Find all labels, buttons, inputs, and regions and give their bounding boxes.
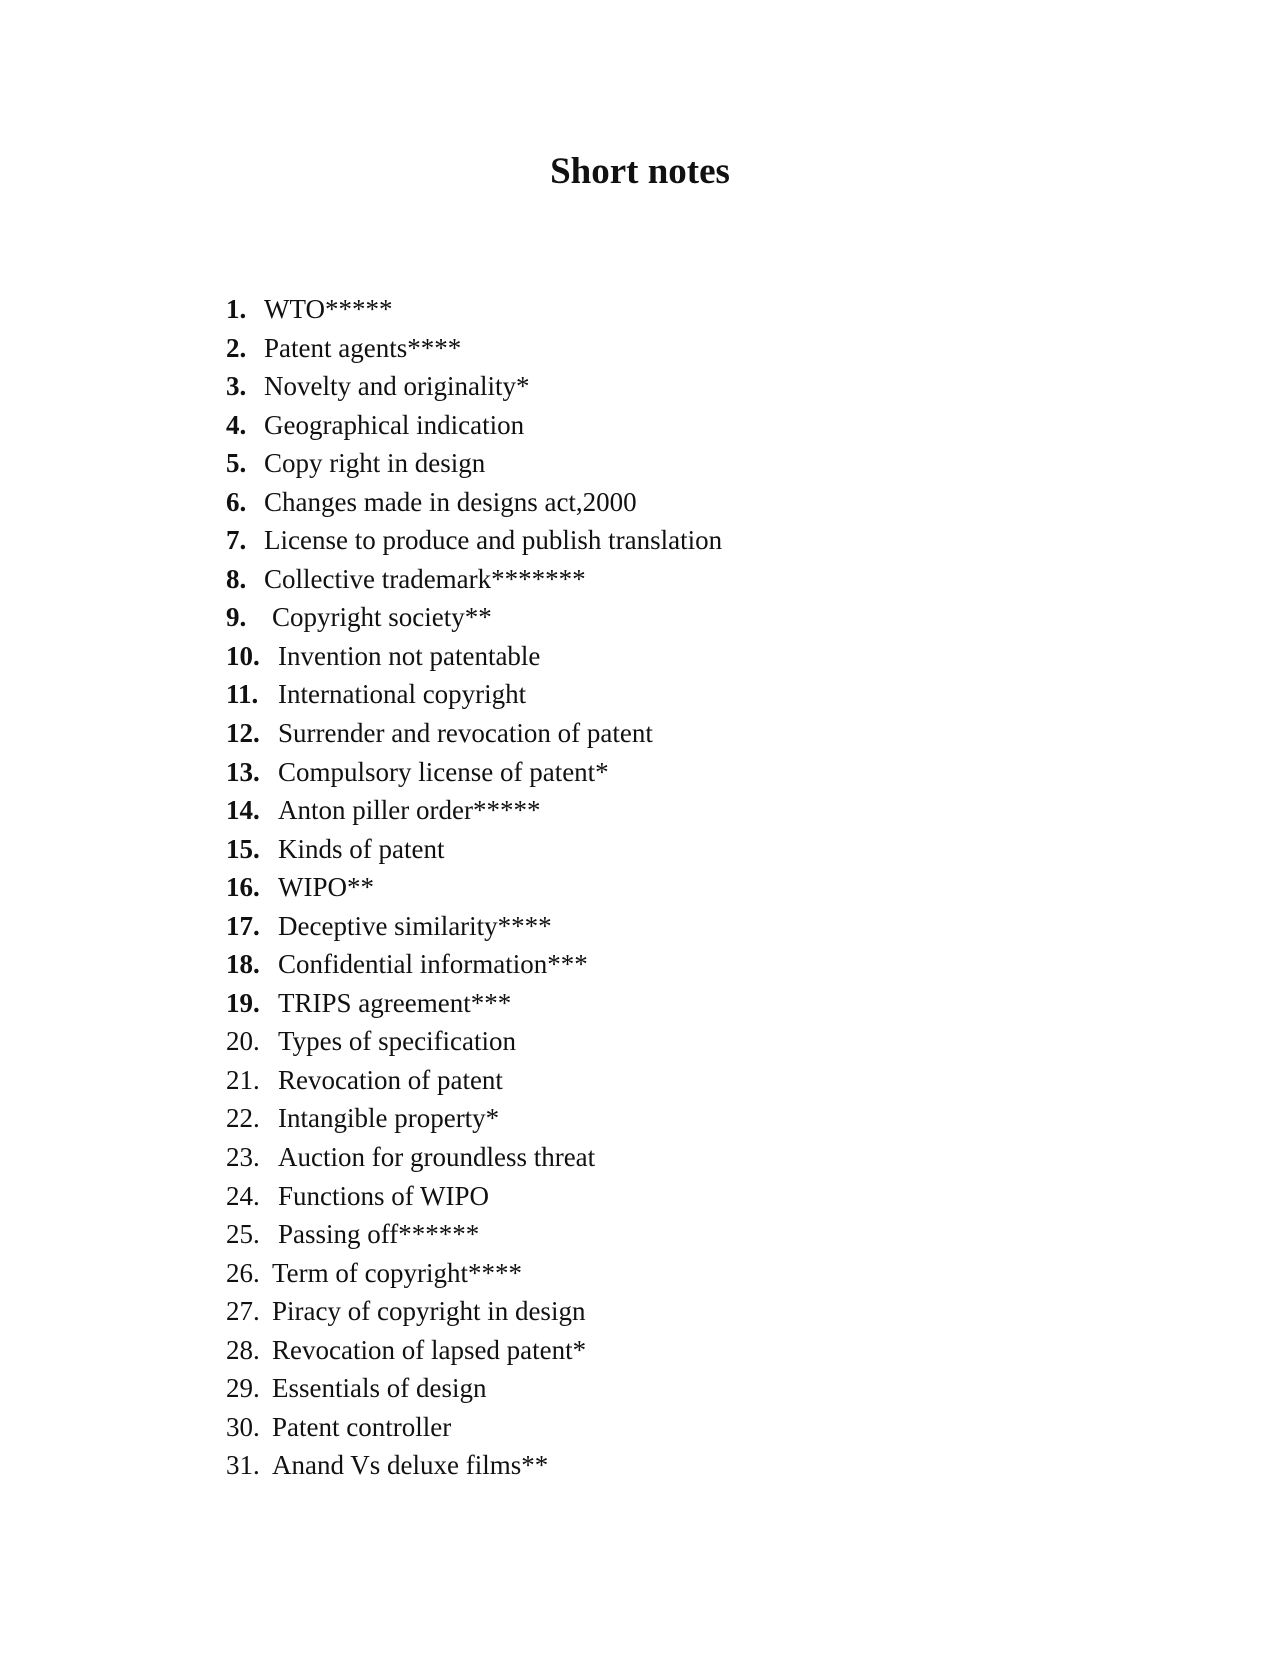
item-text: Patent controller bbox=[272, 1411, 452, 1442]
list-item bbox=[226, 714, 722, 753]
item-text: Essentials of design bbox=[272, 1373, 487, 1404]
item-number: 16. bbox=[226, 872, 260, 903]
item-number: 30. bbox=[226, 1411, 260, 1442]
item-text: Compulsory license of patent* bbox=[278, 756, 609, 787]
list-item bbox=[226, 367, 722, 406]
item-number: 28. bbox=[226, 1334, 260, 1365]
list-item bbox=[226, 290, 722, 329]
item-text: Copy right in design bbox=[264, 448, 486, 479]
list-item bbox=[226, 1369, 722, 1408]
item-text: Surrender and revocation of patent bbox=[278, 718, 653, 749]
item-number: 24. bbox=[226, 1180, 260, 1211]
item-number: 6. bbox=[226, 486, 247, 517]
item-number: 1. bbox=[226, 294, 247, 324]
item-text: License to produce and publish translation bbox=[264, 525, 723, 556]
list-item bbox=[226, 406, 722, 445]
item-text: TRIPS agreement*** bbox=[278, 987, 512, 1018]
list-item bbox=[226, 1099, 722, 1138]
item-number: 20. bbox=[226, 1026, 260, 1057]
item-number: 14. bbox=[226, 795, 260, 826]
item-text: Auction for groundless threat bbox=[278, 1142, 596, 1173]
list-item bbox=[226, 521, 722, 560]
item-text: Piracy of copyright in design bbox=[272, 1296, 586, 1327]
list-item bbox=[226, 1022, 722, 1061]
item-number: 11. bbox=[226, 679, 259, 710]
item-number: 4. bbox=[226, 409, 247, 440]
item-number: 23. bbox=[226, 1142, 260, 1173]
list-item bbox=[226, 984, 722, 1023]
list-item bbox=[226, 637, 722, 676]
list-item bbox=[226, 830, 722, 869]
item-number: 9. bbox=[226, 602, 247, 633]
list-item bbox=[226, 329, 722, 368]
item-number: 26. bbox=[226, 1257, 260, 1288]
item-number: 12. bbox=[226, 718, 260, 749]
item-text: Deceptive similarity**** bbox=[278, 910, 552, 941]
list-item bbox=[226, 791, 722, 830]
item-text: Functions of WIPO bbox=[278, 1180, 490, 1211]
item-number: 22. bbox=[226, 1103, 260, 1134]
item-number: 15. bbox=[226, 833, 260, 864]
item-text: Types of specification bbox=[278, 1026, 517, 1057]
list-item bbox=[226, 907, 722, 946]
item-text: Invention not patentable bbox=[278, 640, 541, 671]
item-number: 27. bbox=[226, 1296, 260, 1327]
list-item bbox=[226, 598, 722, 637]
list-item bbox=[226, 1408, 722, 1447]
list-item bbox=[226, 945, 722, 984]
item-number: 17. bbox=[226, 910, 260, 941]
list-item bbox=[226, 1138, 722, 1177]
list-item bbox=[226, 868, 722, 907]
item-text: Intangible property* bbox=[278, 1103, 500, 1134]
item-text: Term of copyright**** bbox=[272, 1257, 523, 1288]
item-text: Revocation of patent bbox=[278, 1064, 503, 1095]
item-text: WTO***** bbox=[264, 294, 393, 324]
list-item bbox=[226, 1446, 722, 1485]
item-text: Changes made in designs act,2000 bbox=[264, 486, 637, 517]
item-text: WIPO** bbox=[278, 872, 374, 903]
list-item bbox=[226, 1331, 722, 1370]
item-text: Passing off****** bbox=[278, 1219, 480, 1250]
list-item bbox=[226, 444, 722, 483]
item-text: Confidential information*** bbox=[278, 949, 588, 980]
list-item bbox=[226, 1292, 722, 1331]
item-number: 7. bbox=[226, 525, 247, 556]
item-text: Anand Vs deluxe films** bbox=[272, 1450, 549, 1481]
item-number: 29. bbox=[226, 1373, 260, 1404]
short-notes-list bbox=[226, 290, 722, 1485]
item-text: Anton piller order***** bbox=[278, 795, 541, 826]
item-text: Collective trademark******* bbox=[264, 563, 586, 594]
item-number: 31. bbox=[226, 1450, 260, 1481]
item-number: 13. bbox=[226, 756, 260, 787]
item-number: 3. bbox=[226, 371, 247, 402]
list-item bbox=[226, 675, 722, 714]
item-text: Patent agents**** bbox=[264, 332, 462, 363]
item-text: Revocation of lapsed patent* bbox=[272, 1334, 587, 1365]
item-text: Novelty and originality* bbox=[264, 371, 530, 402]
item-number: 19. bbox=[226, 987, 260, 1018]
item-number: 10. bbox=[226, 640, 260, 671]
list-item bbox=[226, 483, 722, 522]
list-item bbox=[226, 1177, 722, 1216]
item-number: 21. bbox=[226, 1064, 260, 1095]
item-text: Kinds of patent bbox=[278, 833, 445, 864]
list-item bbox=[226, 560, 722, 599]
list-item bbox=[226, 753, 722, 792]
item-number: 18. bbox=[226, 949, 260, 980]
list-item bbox=[226, 1061, 722, 1100]
item-number: 2. bbox=[226, 332, 247, 363]
item-text: Geographical indication bbox=[264, 409, 525, 440]
list-item bbox=[226, 1254, 722, 1293]
item-number: 5. bbox=[226, 448, 247, 479]
page-title: Short notes bbox=[550, 151, 730, 192]
list-item bbox=[226, 1215, 722, 1254]
item-number: 8. bbox=[226, 563, 247, 594]
item-text: Copyright society** bbox=[272, 602, 492, 633]
item-text: International copyright bbox=[278, 679, 527, 710]
item-number: 25. bbox=[226, 1219, 260, 1250]
